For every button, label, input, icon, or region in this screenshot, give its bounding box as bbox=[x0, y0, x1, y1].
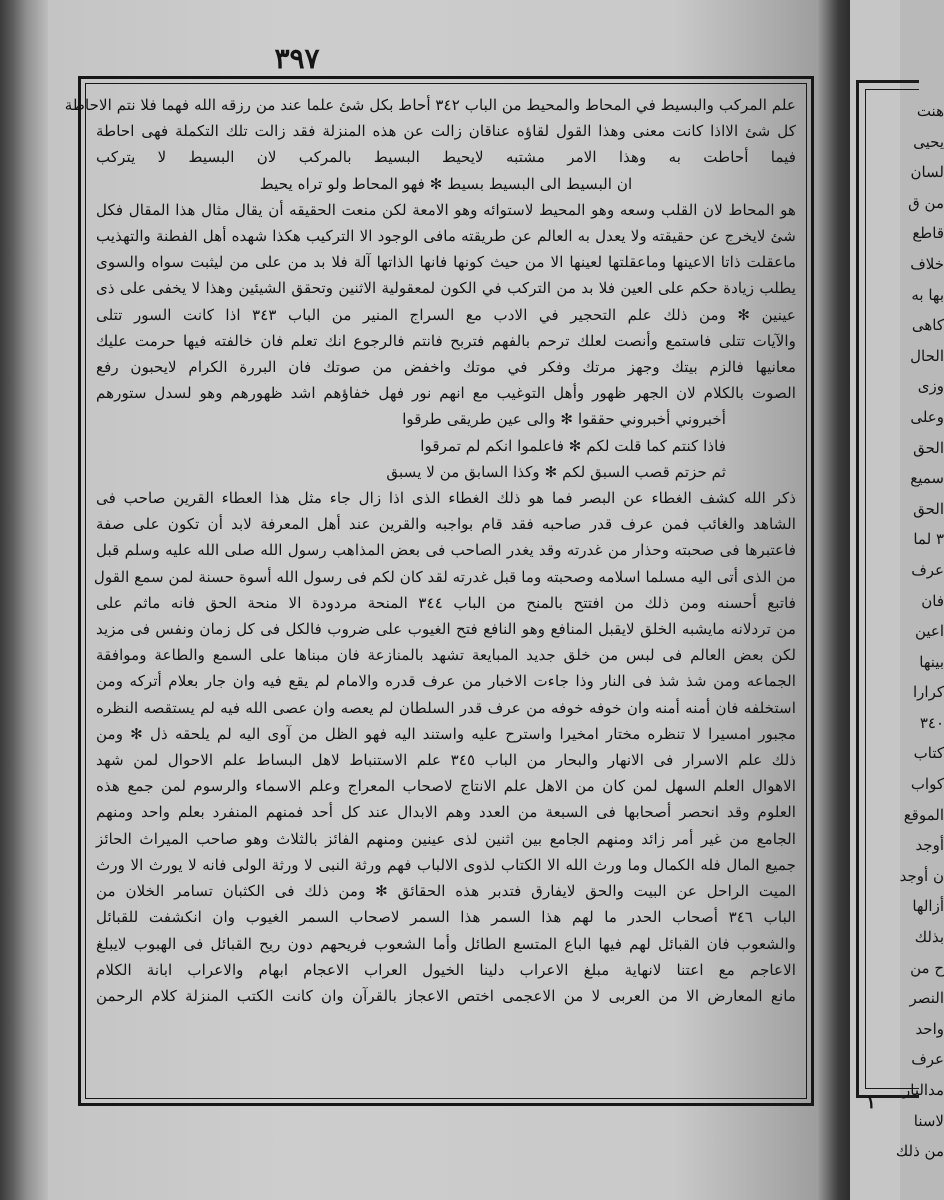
adjacent-text-fragment: كاهى bbox=[911, 316, 944, 335]
page-text bbox=[64, 92, 797, 1092]
adjacent-text-fragment: سميع bbox=[910, 469, 944, 488]
text-line: الشاهد والغائب فمن عرف قدر صاحبه فقد قام بواجبه والقرين عند أهل المعرفة لابد أن تكون على صفة bbox=[96, 515, 796, 534]
adjacent-text-fragment: الحق bbox=[913, 438, 944, 457]
binding-gutter bbox=[818, 0, 852, 1200]
text-line: كل شئ الااذا كانت معنى وهذا القول لقاؤه عناقان زالت عن هذه المنزلة فقد زالت تلك التكملة فهى احاطة bbox=[96, 122, 796, 141]
adjacent-text-fragment: بينها bbox=[919, 652, 944, 671]
adjacent-text-fragment: بذلك bbox=[914, 928, 944, 947]
adjacent-text-fragment: هنت bbox=[916, 102, 944, 120]
adjacent-text-fragment: النصر bbox=[909, 989, 944, 1008]
text-line: الجامع من غير أمر زائد ومنهم الجامع بين اثنين لذى عينين ومنهم الفائز بالثلاث وهو صاحب الميراث الحائز bbox=[96, 829, 796, 848]
adjacent-text-fragment: من ذلك bbox=[895, 1142, 944, 1161]
adjacent-text-fragment: الحال bbox=[910, 346, 944, 365]
text-line: مجبور امسيرا لا تنظره مختار امخيرا واسترح عليه واستند اليه فهو الظل من آوى اليه لم يلحقه ذل ✻ ومن bbox=[96, 724, 796, 743]
text-line: لكن بعض العالم فى لبس من خلق جديد المبايعة تشهد بالمنازعة فان مبناها على السمع والطاعة وموافقة bbox=[96, 646, 796, 665]
adjacent-page bbox=[850, 0, 944, 1200]
adjacent-text-fragment: ن أوجد bbox=[899, 866, 944, 885]
text-line: ثم حزتم قصب السبق لكم ✻ وكذا السابق من لا يسبق bbox=[386, 462, 726, 481]
text-line: جميع المال فله الكمال وما ورث الله الا الكتاب لذوى الالباب فهم ورثة النبى لا ورثة الولى فانه لا يورث الا ورث bbox=[96, 855, 796, 874]
text-line: الاهوال العلم السهل لمن كان من الاهل علم الانتاج لاصحاب المعراج وعلم الاسماء والرسوم لمن جمع هذه bbox=[96, 777, 796, 796]
adjacent-text-fragment: ٣٤٠ bbox=[919, 713, 944, 732]
text-line: والآيات تتلى فاستمع وأنصت لعلك ترحم بالفهم فتربح فانتم فالرجوع انك تعلم فان خالفته فيها حرمت عليك bbox=[96, 331, 796, 350]
adjacent-text-fragment: الحق bbox=[913, 499, 944, 518]
page-number: ٣٩٧ bbox=[274, 42, 320, 75]
text-line: علم المركب والبسيط في المحاط والمحيط من الباب ٣٤٢ أحاط بكل شئ علما عند من رزقه الله فهما فلا نتم الاحاطة bbox=[64, 96, 796, 114]
text-line: فاتبع أحسنه ومن ذلك من افتتح بالمنح من الباب ٣٤٤ المنحة مردودة الا منحة الحق فانه ماثم على bbox=[96, 593, 796, 612]
text-line: الباب ٣٤٦ أصحاب الحدر ما لهم هذا السمر هذا السمر لاصحاب السمر الغيوب وان انكشفت للقبائل bbox=[96, 908, 796, 927]
text-line: يطلب زيادة حكم على العين فلا بد من التركب في الكون لمعقولية الاثنين وتحقق الشيئين وهذا لا يخفى على ذى bbox=[96, 279, 796, 298]
text-line: مانع المعارض الا من العربى لا من الاعجمى اختص الاعجاز بالقرآن وان كانت الكتب المنزلة كلام الرحمن bbox=[96, 986, 796, 1005]
text-line: ان البسيط الى البسيط بسيط ✻ فهو المحاط ولو تراه يحيط bbox=[259, 174, 633, 193]
text-line: ذلك علم الاسرار فى الانهار والبحار من الباب ٣٤٥ علم الاستنباط لاهل البساط علم الاحوال لمن شهد bbox=[96, 751, 797, 770]
text-line: الصوت بالكلام لان الجهر ظهور وأهل التوغيب مع انهم نور فهل خفاؤهم اشد ظهورهم وهو لسدل ستورهم bbox=[96, 384, 796, 403]
text-line: الجماعه ومن شذ شذ فى النار وذا جاءت الاخبار من عرف قدره والامام لم يقع فيه وان جار بعلام أتركه ومن bbox=[96, 672, 796, 691]
adjacent-text-fragment: أوجد bbox=[915, 836, 944, 855]
adjacent-text-fragment: خلاف bbox=[910, 254, 944, 273]
adjacent-text-fragment: قاطع bbox=[912, 224, 944, 243]
text-line: والشعوب فان القبائل لهم فيها الباع المتسع الطائل وأما الشعوب فريحهم دون ريح القبائل فى الهبوب لايبلغ bbox=[96, 934, 796, 953]
adjacent-page-mark: ١ bbox=[866, 1092, 876, 1113]
adjacent-text-fragment: وزى bbox=[917, 377, 944, 396]
adjacent-text-fragment: يحيى bbox=[913, 132, 944, 151]
text-line: الاعاجم مع اعتنا لانهاية مبلغ الاعراب دلينا الخيول العراب الاعجام ابهام والاعراب ابانة الكلام bbox=[96, 960, 796, 979]
adjacent-text-fragment: اعين bbox=[914, 622, 944, 641]
adjacent-text-fragment: لسان bbox=[910, 163, 944, 182]
adjacent-text-fragment: ٣ لما bbox=[913, 530, 944, 549]
text-line: ماعقلت ذاتا الاعينها وماعقلتها لعينها الا من حيث كونها فانها الذاتها آلة فلا بد من على من ليثبت سواه والسوى bbox=[96, 253, 796, 272]
adjacent-text-fragment: كواب bbox=[910, 775, 944, 794]
text-line: فاذا كنتم كما قلت لكم ✻ فاعلموا انكم لم تمرقوا bbox=[420, 436, 726, 455]
text-line: هو المحاط لان القلب وسعه وهو المحيط لاستوائه وهو الامعة لكن منعت الحقيقه أن يقال مثال هذا المقال فكل bbox=[96, 200, 796, 219]
adjacent-text-fragment: كتاب bbox=[913, 744, 944, 763]
text-line: أخبروني أخبروني حققوا ✻ والى عين طريقى طرقوا bbox=[402, 410, 726, 429]
adjacent-text-fragment: فان bbox=[921, 591, 944, 610]
adjacent-text-fragment: أزالها bbox=[912, 897, 944, 916]
adjacent-text-fragment: لاسنا bbox=[913, 1111, 944, 1130]
text-line: عينين ✻ ومن ذلك علم التحجير في الادب مع السراج المنير من الباب ٣٤٣ اذا كانت السور تتلى bbox=[96, 305, 796, 324]
text-line: فيما أحاطت به وهذا الامر مشتبه لايحيط البسيط بالمركب لان البسيط لا يتركب bbox=[96, 148, 796, 167]
adjacent-text-fragment: كرارا bbox=[913, 683, 944, 702]
adjacent-text-fragment: الموقع bbox=[903, 805, 944, 824]
adjacent-text-fragment: عرف bbox=[911, 1050, 944, 1069]
binding-shadow-left bbox=[0, 0, 48, 1200]
adjacent-text-fragment: ح من bbox=[910, 958, 944, 977]
text-line: الميت الراحل عن البيت والحق لايفارق فتدبر هذه الحقائق ✻ ومن ذلك فى الكثبان تسامر الخلان من bbox=[96, 882, 796, 901]
adjacent-text-fragment: عرف bbox=[911, 560, 944, 579]
text-line: من تردلانه مايشبه الخلق لايقبل المنافع وهو النافع فتح الغيوب على ضروب فالكل فى كل زمان ونفس فى مزيد bbox=[96, 620, 796, 639]
text-line: معانيها فالزم بيتك وجهز مرتك وفكر في موتك واخفض من صوتك فان البررة الكرام لايحبون رفع bbox=[96, 358, 796, 377]
adjacent-page-text bbox=[864, 96, 944, 1167]
adjacent-text-fragment: وعلى bbox=[910, 407, 944, 426]
text-line: العلوم وقد انحصر أصحابها فى السبعة من العدد وهم الابدال عند كل أحد فمنهم المنفرد بعلم واحد ومنهم bbox=[96, 803, 796, 822]
text-line: استخلفه فان أمنه أمنه وان خوفه خوفه من عرف قدر السلطان لم يعصه وان عصى الله فيه لم يستقصه النظره bbox=[96, 698, 796, 717]
adjacent-text-fragment: واحد bbox=[915, 1019, 944, 1038]
text-line: شئ لايخرج عن حقيقته ولا يعدل به العالم عن طريقته مافى الوجود الا التركيب هكذا شهده أهل الفطنة والتهذيب bbox=[96, 227, 796, 246]
adjacent-text-fragment: من ق bbox=[908, 193, 944, 212]
adjacent-text-fragment: بها به bbox=[911, 285, 944, 304]
adjacent-text-fragment: مدالنار bbox=[903, 1081, 944, 1099]
text-line: من الذى أتى اليه مسلما اسلامه وصحبته وما قبل غدرته لقد كان لكم فى رسول الله أسوة حسنة لمن سمع القول bbox=[93, 567, 796, 586]
text-line: فاعتبرها فى صحبته وحذار من غدرته وقد يغدر الصاحب فى بعض المذاهب رسول الله صلى الله عليه وسلم قبل bbox=[96, 541, 796, 560]
text-line: ذكر الله كشف الغطاء عن البصر فما هو ذلك الغطاء الذى اذا زال جاء مثل هذا العطاء القرين صاحب فى bbox=[96, 489, 796, 508]
